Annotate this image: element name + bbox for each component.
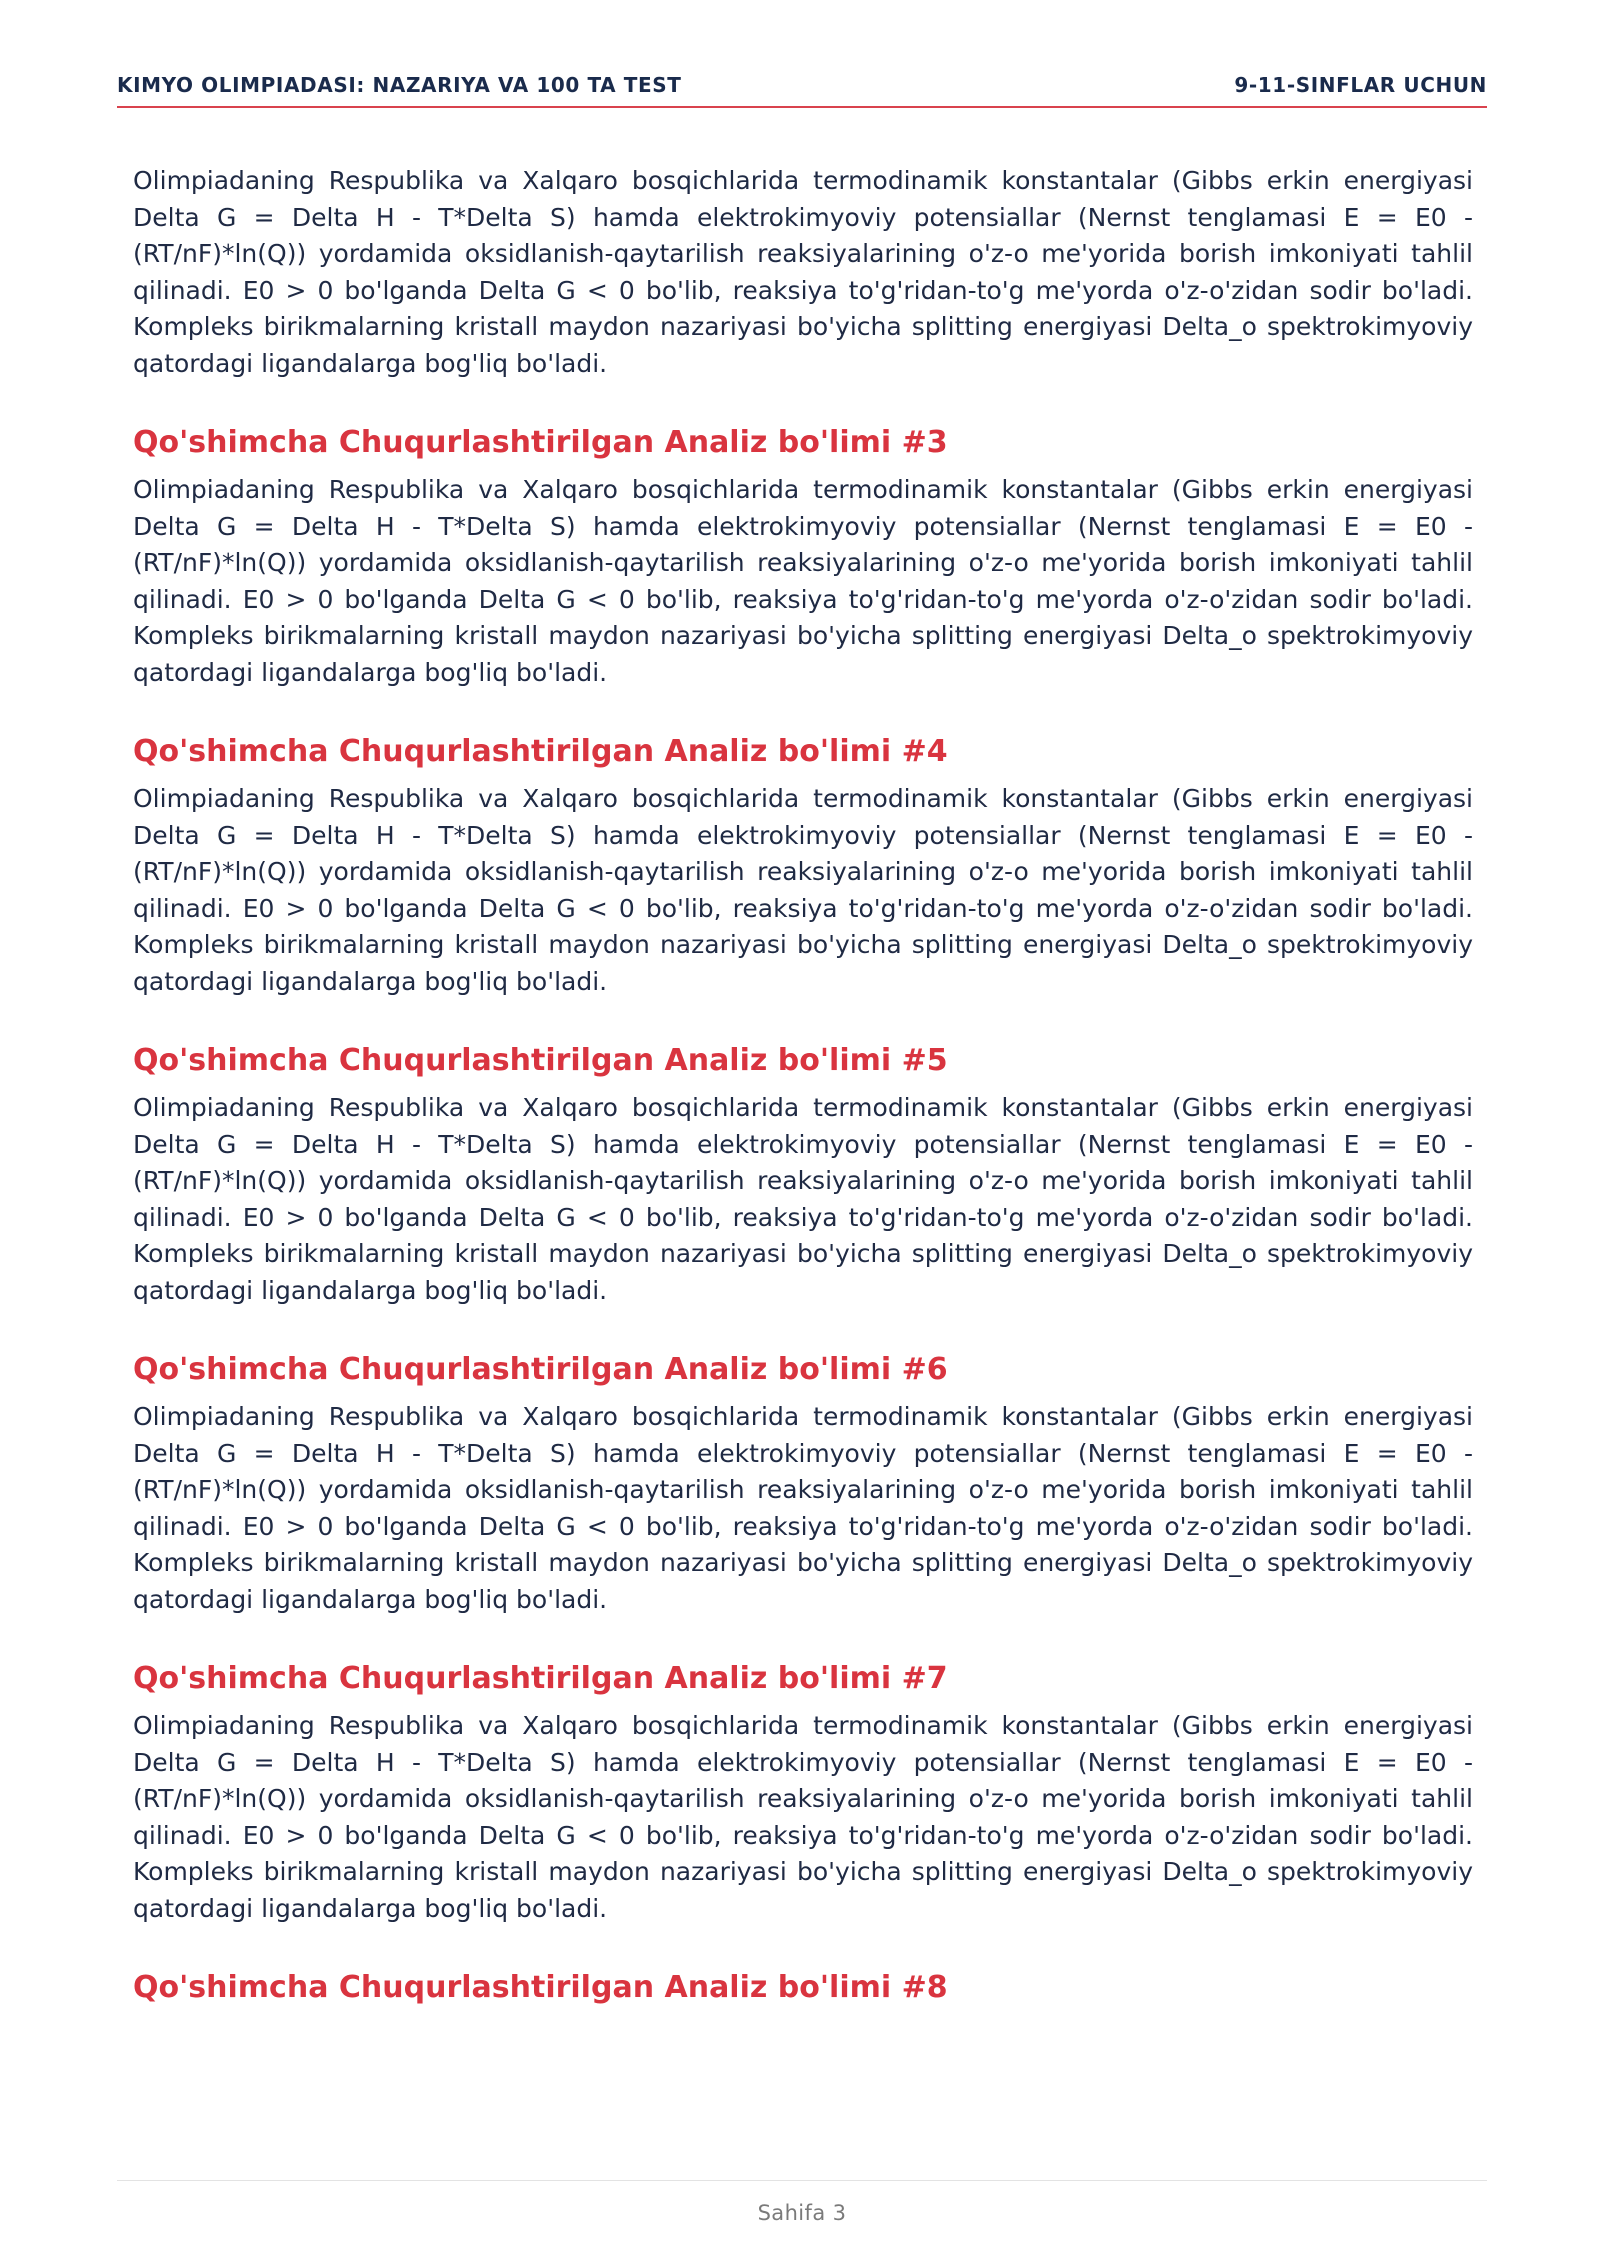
section-3 — [133, 424, 1473, 691]
section-5 — [133, 1042, 1473, 1309]
page-header — [117, 72, 1487, 108]
section-heading: Qo'shimcha Chuqurlashtirilgan Analiz bo'limi #7 — [133, 1661, 948, 1696]
section-body: Olimpiadaning Respublika va Xalqaro bosqichlarida termodinamik konstantalar (Gibbs erkin energiyasi Delta G = Delta H - T*Delta S) hamda elektrokimyoviy potensiallar (Nernst tenglamasi E = E0 - (RT/nF)*ln(Q)) yordamida oksidlanish-qaytarilish reaksiyalarining o'z-o me'yorida borish imkoniyati tahlil qilinadi. E0 > 0 bo'lganda Delta G < 0 bo'lib, reaksiya to'g'ridan-to'g me'yorda o'z-o'zidan sodir bo'ladi. Kompleks birikmalarning kristall maydon nazariyasi bo'yicha splitting energiyasi Delta_o spektrokimyoviy qatordagi ligandalarga bog'liq bo'ladi. — [133, 475, 1473, 687]
section-6 — [133, 1351, 1473, 1618]
section-body: Olimpiadaning Respublika va Xalqaro bosqichlarida termodinamik konstantalar (Gibbs erkin energiyasi Delta G = Delta H - T*Delta S) hamda elektrokimyoviy potensiallar (Nernst tenglamasi E = E0 - (RT/nF)*ln(Q)) yordamida oksidlanish-qaytarilish reaksiyalarining o'z-o me'yorida borish imkoniyati tahlil qilinadi. E0 > 0 bo'lganda Delta G < 0 bo'lib, reaksiya to'g'ridan-to'g me'yorda o'z-o'zidan sodir bo'ladi. Kompleks birikmalarning kristall maydon nazariyasi bo'yicha splitting energiyasi Delta_o spektrokimyoviy qatordagi ligandalarga bog'liq bo'ladi. — [133, 1711, 1473, 1923]
section-heading: Qo'shimcha Chuqurlashtirilgan Analiz bo'limi #5 — [133, 1043, 948, 1078]
section-body: Olimpiadaning Respublika va Xalqaro bosqichlarida termodinamik konstantalar (Gibbs erkin energiyasi Delta G = Delta H - T*Delta S) hamda elektrokimyoviy potensiallar (Nernst tenglamasi E = E0 - (RT/nF)*ln(Q)) yordamida oksidlanish-qaytarilish reaksiyalarining o'z-o me'yorida borish imkoniyati tahlil qilinadi. E0 > 0 bo'lganda Delta G < 0 bo'lib, reaksiya to'g'ridan-to'g me'yorda o'z-o'zidan sodir bo'ladi. Kompleks birikmalarning kristall maydon nazariyasi bo'yicha splitting energiyasi Delta_o spektrokimyoviy qatordagi ligandalarga bog'liq bo'ladi. — [133, 1402, 1473, 1614]
section-8 — [133, 1969, 1473, 2007]
section-7 — [133, 1660, 1473, 1927]
document-title: KIMYO OLIMPIADASI: NAZARIYA VA 100 TA TEST — [117, 73, 682, 97]
section-heading: Qo'shimcha Chuqurlashtirilgan Analiz bo'limi #3 — [133, 425, 948, 460]
page-content — [133, 163, 1473, 2017]
page-footer — [117, 2180, 1487, 2225]
section-heading: Qo'shimcha Chuqurlashtirilgan Analiz bo'limi #4 — [133, 734, 948, 769]
section-heading: Qo'shimcha Chuqurlashtirilgan Analiz bo'limi #6 — [133, 1352, 948, 1387]
grade-label: 9-11-SINFLAR UCHUN — [1234, 73, 1487, 97]
section-4 — [133, 733, 1473, 1000]
section-heading: Qo'shimcha Chuqurlashtirilgan Analiz bo'limi #8 — [133, 1970, 948, 2005]
section-body: Olimpiadaning Respublika va Xalqaro bosqichlarida termodinamik konstantalar (Gibbs erkin energiyasi Delta G = Delta H - T*Delta S) hamda elektrokimyoviy potensiallar (Nernst tenglamasi E = E0 - (RT/nF)*ln(Q)) yordamida oksidlanish-qaytarilish reaksiyalarining o'z-o me'yorida borish imkoniyati tahlil qilinadi. E0 > 0 bo'lganda Delta G < 0 bo'lib, reaksiya to'g'ridan-to'g me'yorda o'z-o'zidan sodir bo'ladi. Kompleks birikmalarning kristall maydon nazariyasi bo'yicha splitting energiyasi Delta_o spektrokimyoviy qatordagi ligandalarga bog'liq bo'ladi. — [133, 1093, 1473, 1305]
page-number: Sahifa 3 — [757, 2201, 847, 2225]
section-body: Olimpiadaning Respublika va Xalqaro bosqichlarida termodinamik konstantalar (Gibbs erkin energiyasi Delta G = Delta H - T*Delta S) hamda elektrokimyoviy potensiallar (Nernst tenglamasi E = E0 - (RT/nF)*ln(Q)) yordamida oksidlanish-qaytarilish reaksiyalarining o'z-o me'yorida borish imkoniyati tahlil qilinadi. E0 > 0 bo'lganda Delta G < 0 bo'lib, reaksiya to'g'ridan-to'g me'yorda o'z-o'zidan sodir bo'ladi. Kompleks birikmalarning kristall maydon nazariyasi bo'yicha splitting energiyasi Delta_o spektrokimyoviy qatordagi ligandalarga bog'liq bo'ladi. — [133, 784, 1473, 996]
intro-paragraph: Olimpiadaning Respublika va Xalqaro bosqichlarida termodinamik konstantalar (Gibbs erkin energiyasi Delta G = Delta H - T*Delta S) hamda elektrokimyoviy potensiallar (Nernst tenglamasi E = E0 - (RT/nF)*ln(Q)) yordamida oksidlanish-qaytarilish reaksiyalarining o'z-o me'yorida borish imkoniyati tahlil qilinadi. E0 > 0 bo'lganda Delta G < 0 bo'lib, reaksiya to'g'ridan-to'g me'yorda o'z-o'zidan sodir bo'ladi. Kompleks birikmalarning kristall maydon nazariyasi bo'yicha splitting energiyasi Delta_o spektrokimyoviy qatordagi ligandalarga bog'liq bo'ladi. — [133, 166, 1473, 378]
